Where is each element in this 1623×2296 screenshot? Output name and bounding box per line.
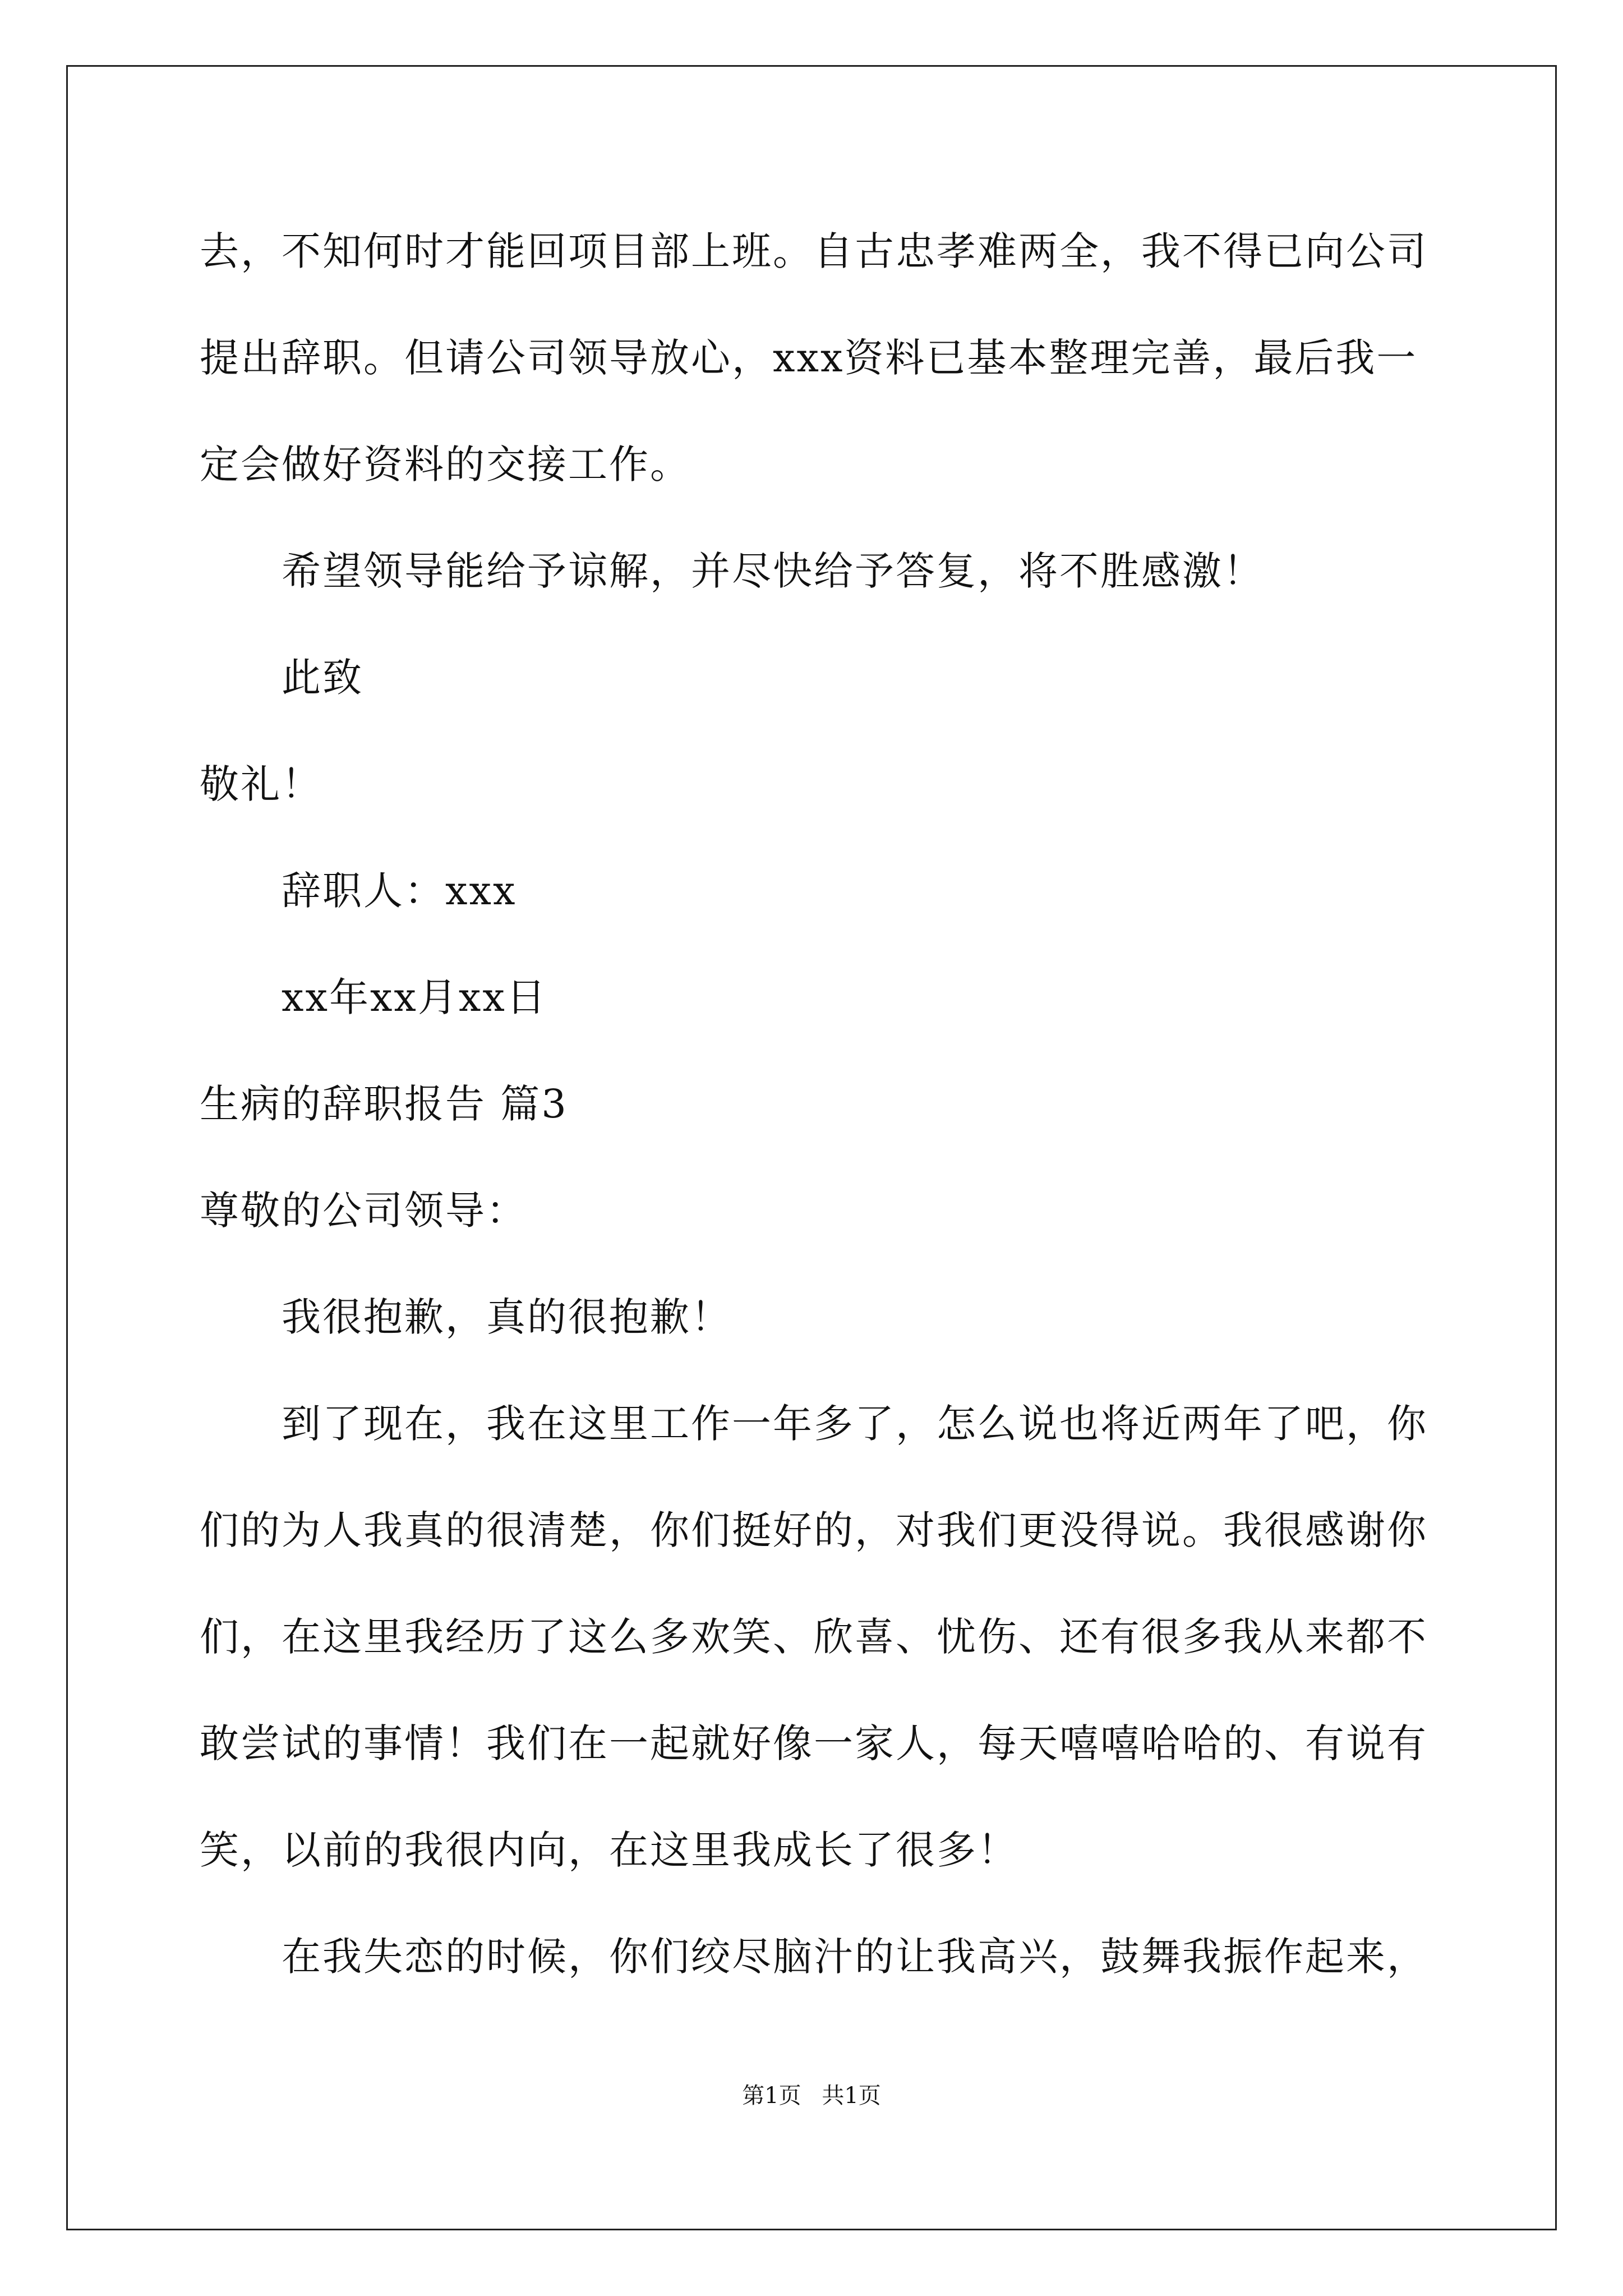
section-heading: 生病的辞职报告 篇3: [200, 1081, 568, 1127]
page-footer: [0, 2079, 1623, 2113]
paragraph-line: 笑，以前的我很内向，在这里我成长了很多！: [200, 1827, 1018, 1873]
salutation: 尊敬的公司领导：: [200, 1188, 527, 1234]
signature-line: 辞职人：xxx: [282, 868, 517, 914]
closing-salute: 敬礼！: [200, 761, 322, 807]
paragraph-line: 们，在这里我经历了这么多欢笑、欣喜、忧伤、还有很多我从来都不: [200, 1614, 1428, 1660]
paragraph-line: 定会做好资料的交接工作。: [200, 441, 691, 487]
paragraph-line: 在我失恋的时候，你们绞尽脑汁的让我高兴，鼓舞我振作起来，: [282, 1934, 1428, 1980]
page-number: 第1页: [742, 2083, 801, 2109]
page-border: [66, 65, 1557, 2230]
paragraph-line: 敢尝试的事情！我们在一起就好像一家人，每天嘻嘻哈哈的、有说有: [200, 1720, 1428, 1766]
paragraph-line: 到了现在，我在这里工作一年多了，怎么说也将近两年了吧，你: [282, 1401, 1428, 1447]
date-line: xx年xx月xx日: [282, 974, 547, 1020]
paragraph-line: 提出辞职。但请公司领导放心，xxx资料已基本整理完善，最后我一: [200, 335, 1418, 381]
closing-line: 此致: [282, 655, 363, 701]
paragraph-line: 我很抱歉，真的很抱歉！: [282, 1294, 732, 1340]
paragraph-line: 们的为人我真的很清楚，你们挺好的，对我们更没得说。我很感谢你: [200, 1507, 1428, 1553]
paragraph-line: 希望领导能给予谅解，并尽快给予答复，将不胜感激！: [282, 548, 1264, 594]
page-total: 共1页: [822, 2083, 881, 2109]
paragraph-line: 去，不知何时才能回项目部上班。自古忠孝难两全，我不得已向公司: [200, 228, 1428, 274]
